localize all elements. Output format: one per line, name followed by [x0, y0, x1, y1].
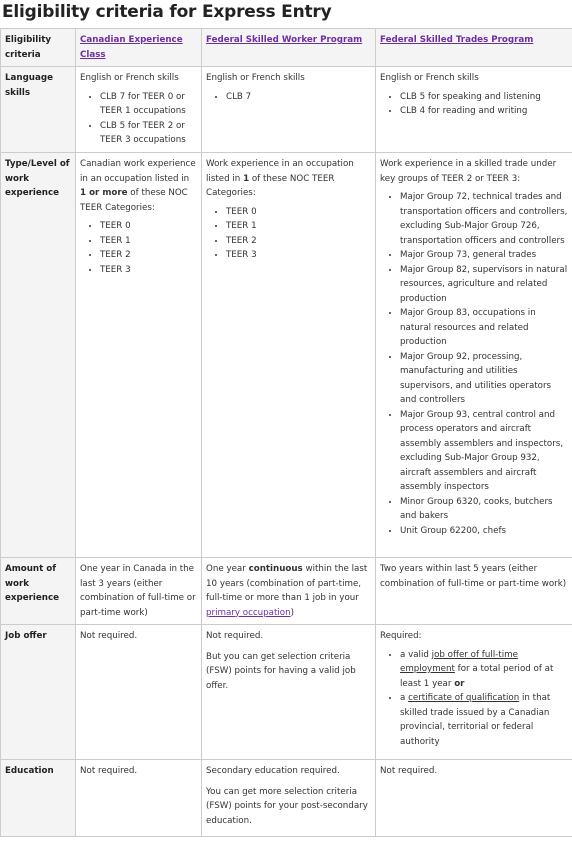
job-offer-list [380, 648, 568, 750]
row-label-language-skills: Language skills [1, 67, 76, 153]
row-work-experience-amount [1, 558, 572, 625]
list-item: • TEER 1 [226, 219, 371, 234]
intro-bold: 1 or more [80, 188, 128, 198]
cell-language-fsw [202, 67, 376, 153]
clb-list [80, 90, 197, 148]
header-fsw [202, 29, 376, 67]
item-bold: or [454, 678, 465, 689]
intro-bold: 1 [243, 173, 250, 184]
list-item: • CLB 5 for speaking and listening [400, 90, 568, 105]
list-item: • Unit Group 62200, chefs [400, 524, 568, 539]
row-job-offer [1, 625, 572, 760]
cell-job-cec: Not required. [76, 625, 202, 760]
list-item: • TEER 0 [226, 205, 371, 220]
table-header-row [1, 29, 572, 67]
list-item: • Major Group 92, processing, manufacturing and utilities supervisors, and utilities operators and controllers [400, 350, 568, 408]
cell-intro: Required: [380, 631, 422, 641]
amount-text: One year [206, 564, 249, 574]
cell-intro: English or French skills [380, 73, 479, 83]
clb-list [380, 90, 568, 119]
teer-list [206, 205, 371, 263]
amount-bold: continuous [248, 564, 303, 574]
header-fst [376, 29, 572, 67]
list-item: • Major Group 72, technical trades and transportation officers and controllers, excluding Sub-Major Group 726, transportation officers and controllers [400, 190, 568, 248]
item-text: for a total period of at least 1 year [400, 664, 554, 689]
list-item: • Minor Group 6320, cooks, butchers and bakers [400, 495, 568, 524]
row-label-education: Education [1, 760, 76, 837]
cell-education-fsw [202, 760, 376, 837]
cell-intro [206, 157, 371, 201]
row-work-experience-type [1, 153, 572, 558]
list-item: • Major Group 82, supervisors in natural resources, agriculture and related production [400, 263, 568, 307]
cell-job-fsw [202, 625, 376, 760]
cell-education-cec: Not required. [76, 760, 202, 837]
list-item: • CLB 7 [226, 90, 371, 105]
list-item: • TEER 3 [100, 263, 197, 278]
cec-program-link[interactable]: Canadian Experience Class [80, 35, 183, 60]
cell-work-cec [76, 153, 202, 558]
row-label-work-type: Type/Level of work experience [1, 153, 76, 558]
header-cec [76, 29, 202, 67]
list-item: • Major Group 83, occupations in natural resources and related production [400, 306, 568, 350]
list-item: • Major Group 73, general trades [400, 248, 568, 263]
amount-text: within the last 10 years (combination of part-time, full-time or more than 1 job in your [206, 564, 368, 603]
major-group-list [380, 190, 568, 538]
cell-intro [80, 157, 197, 215]
cell-language-cec [76, 67, 202, 153]
intro-text: Work experience in an occupation listed in [206, 159, 354, 184]
primary-occupation-link[interactable]: primary occupation [206, 607, 291, 618]
cell-work-fsw [202, 153, 376, 558]
fsw-program-link[interactable]: Federal Skilled Worker Program [206, 35, 363, 45]
cell-paragraph: But you can get selection criteria (FSW) points for having a valid job offer. [206, 651, 356, 691]
cell-work-fst [376, 153, 572, 558]
row-language-skills [1, 67, 572, 153]
row-label-work-amount: Amount of work experience [1, 558, 76, 625]
list-item: • CLB 5 for TEER 2 or TEER 3 occupations [100, 119, 197, 148]
list-item [400, 691, 568, 749]
row-label-job-offer: Job offer [1, 625, 76, 760]
header-eligibility-criteria: Eligibility criteria [1, 29, 76, 67]
cell-intro: English or French skills [206, 73, 305, 83]
intro-text: Canadian work experience in an occupation listed in [80, 159, 196, 184]
cell-intro: Work experience in a skilled trade under key groups of TEER 2 or TEER 3: [380, 159, 557, 184]
item-text: a [400, 693, 409, 703]
cell-job-fst [376, 625, 572, 760]
eligibility-table [0, 28, 572, 837]
cell-paragraph: You can get more selection criteria (FSW) points for your post-secondary education. [206, 786, 368, 826]
item-text: in that skilled trade issued by a Canadian provincial, territorial or federal authority [400, 693, 551, 747]
cell-paragraph: Secondary education required. [206, 766, 340, 776]
list-item: • TEER 2 [226, 234, 371, 249]
intro-text: of these NOC TEER Categories: [80, 188, 188, 213]
cell-amount-fsw [202, 558, 376, 625]
list-item: • Major Group 93, central control and process operators and aircraft assembly assemblers and inspectors, excluding Sub-Major Group 932, aircraft assemblers and aircraft assembly inspectors [400, 408, 568, 495]
certificate-of-qualification-link[interactable]: certificate of qualification [408, 693, 520, 703]
row-education [1, 760, 572, 837]
cell-language-fst [376, 67, 572, 153]
fst-program-link[interactable]: Federal Skilled Trades Program [380, 35, 534, 45]
intro-text: of these NOC TEER Categories: [206, 173, 335, 198]
page-title: Eligibility criteria for Express Entry [2, 2, 332, 22]
list-item [400, 648, 568, 692]
list-item: • CLB 4 for reading and writing [400, 104, 568, 119]
cell-paragraph: Not required. [206, 631, 264, 641]
list-item: • TEER 2 [100, 248, 197, 263]
cell-education-fst: Not required. [376, 760, 572, 837]
teer-list [80, 219, 197, 277]
cell-amount-fst: Two years within last 5 years (either combination of full-time or part-time work) [376, 558, 572, 625]
list-item: • CLB 7 for TEER 0 or TEER 1 occupations [100, 90, 197, 119]
item-text: a valid [400, 649, 432, 660]
clb-list [206, 90, 371, 105]
list-item: • TEER 3 [226, 248, 371, 263]
list-item: • TEER 0 [100, 219, 197, 234]
job-offer-link[interactable]: job offer of full-time employment [400, 649, 518, 674]
list-item: • TEER 1 [100, 234, 197, 249]
cell-amount-cec: One year in Canada in the last 3 years (either combination of full-time or part-time work) [76, 558, 202, 625]
cell-intro: English or French skills [80, 73, 179, 83]
amount-text: ) [290, 607, 295, 618]
